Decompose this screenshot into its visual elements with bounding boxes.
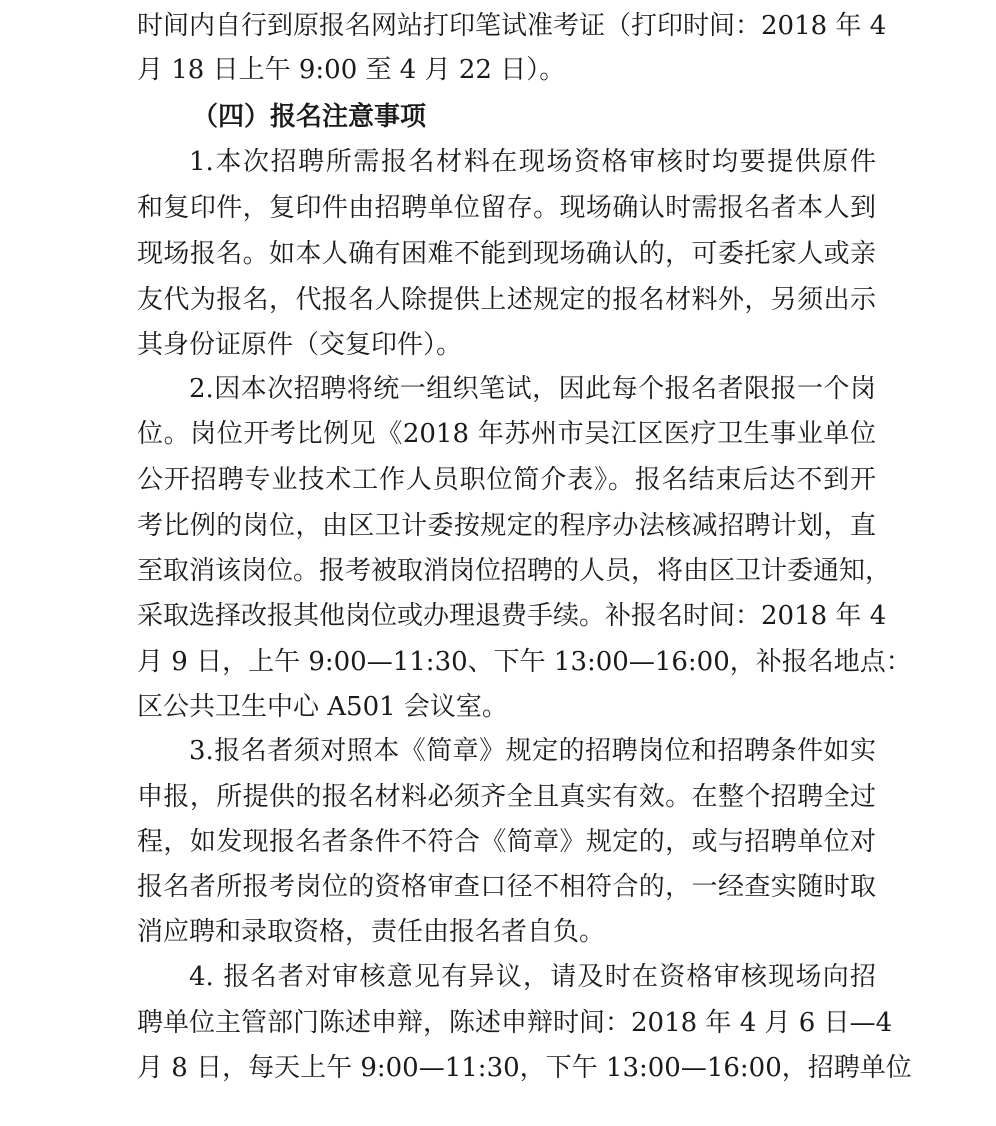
text-line: 友代为报名，代报名人除提供上述规定的报名材料外，另须出示 xyxy=(137,285,876,315)
text-line: 考比例的岗位，由区卫计委按规定的程序办法核减招聘计划，直 xyxy=(137,511,876,541)
section-heading: （四）报名注意事项 xyxy=(192,102,427,132)
text-line: 3.报名者须对照本《简章》规定的招聘岗位和招聘条件如实 xyxy=(189,736,876,766)
text-line: 1.本次招聘所需报名材料在现场资格审核时均要提供原件 xyxy=(189,147,876,177)
text-line: 聘单位主管部门陈述申辩，陈述申辩时间：2018 年 4 月 6 日—4 xyxy=(137,1008,893,1038)
text-line: 月 8 日，每天上午 9:00—11:30，下午 13:00—16:00，招聘单位 xyxy=(137,1053,912,1083)
text-line: 现场报名。如本人确有困难不能到现场确认的，可委托家人或亲 xyxy=(137,239,876,269)
text-line: 4. 报名者对审核意见有异议，请及时在资格审核现场向招 xyxy=(189,962,876,992)
text-line: 采取选择改报其他岗位或办理退费手续。补报名时间：2018 年 4 xyxy=(137,601,887,631)
text-line: 位。岗位开考比例见《2018 年苏州市吴江区医疗卫生事业单位 xyxy=(137,419,876,449)
text-line: 报名者所报考岗位的资格审查口径不相符合的，一经查实随时取 xyxy=(137,872,876,902)
text-line: 区公共卫生中心 A501 会议室。 xyxy=(137,692,508,722)
text-line: 消应聘和录取资格，责任由报名者自负。 xyxy=(137,917,606,947)
text-line: 公开招聘专业技术工作人员职位简介表》。报名结束后达不到开 xyxy=(137,465,876,495)
text-line: 月 9 日，上午 9:00—11:30、下午 13:00—16:00，补报名地点： xyxy=(137,647,912,677)
text-line: 程，如发现报名者条件不符合《简章》规定的，或与招聘单位对 xyxy=(137,827,876,857)
text-line: 其身份证原件（交复印件）。 xyxy=(137,330,463,360)
text-line: 至取消该岗位。报考被取消岗位招聘的人员，将由区卫计委通知， xyxy=(137,556,892,586)
text-line: 2.因本次招聘将统一组织笔试，因此每个报名者限报一个岗 xyxy=(189,374,876,404)
text-line: 月 18 日上午 9:00 至 4 月 22 日）。 xyxy=(137,55,566,85)
text-line: 时间内自行到原报名网站打印笔试准考证（打印时间：2018 年 4 xyxy=(137,11,887,41)
text-line: 和复印件，复印件由招聘单位留存。现场确认时需报名者本人到 xyxy=(137,193,876,223)
text-line: 申报，所提供的报名材料必须齐全且真实有效。在整个招聘全过 xyxy=(137,782,876,812)
